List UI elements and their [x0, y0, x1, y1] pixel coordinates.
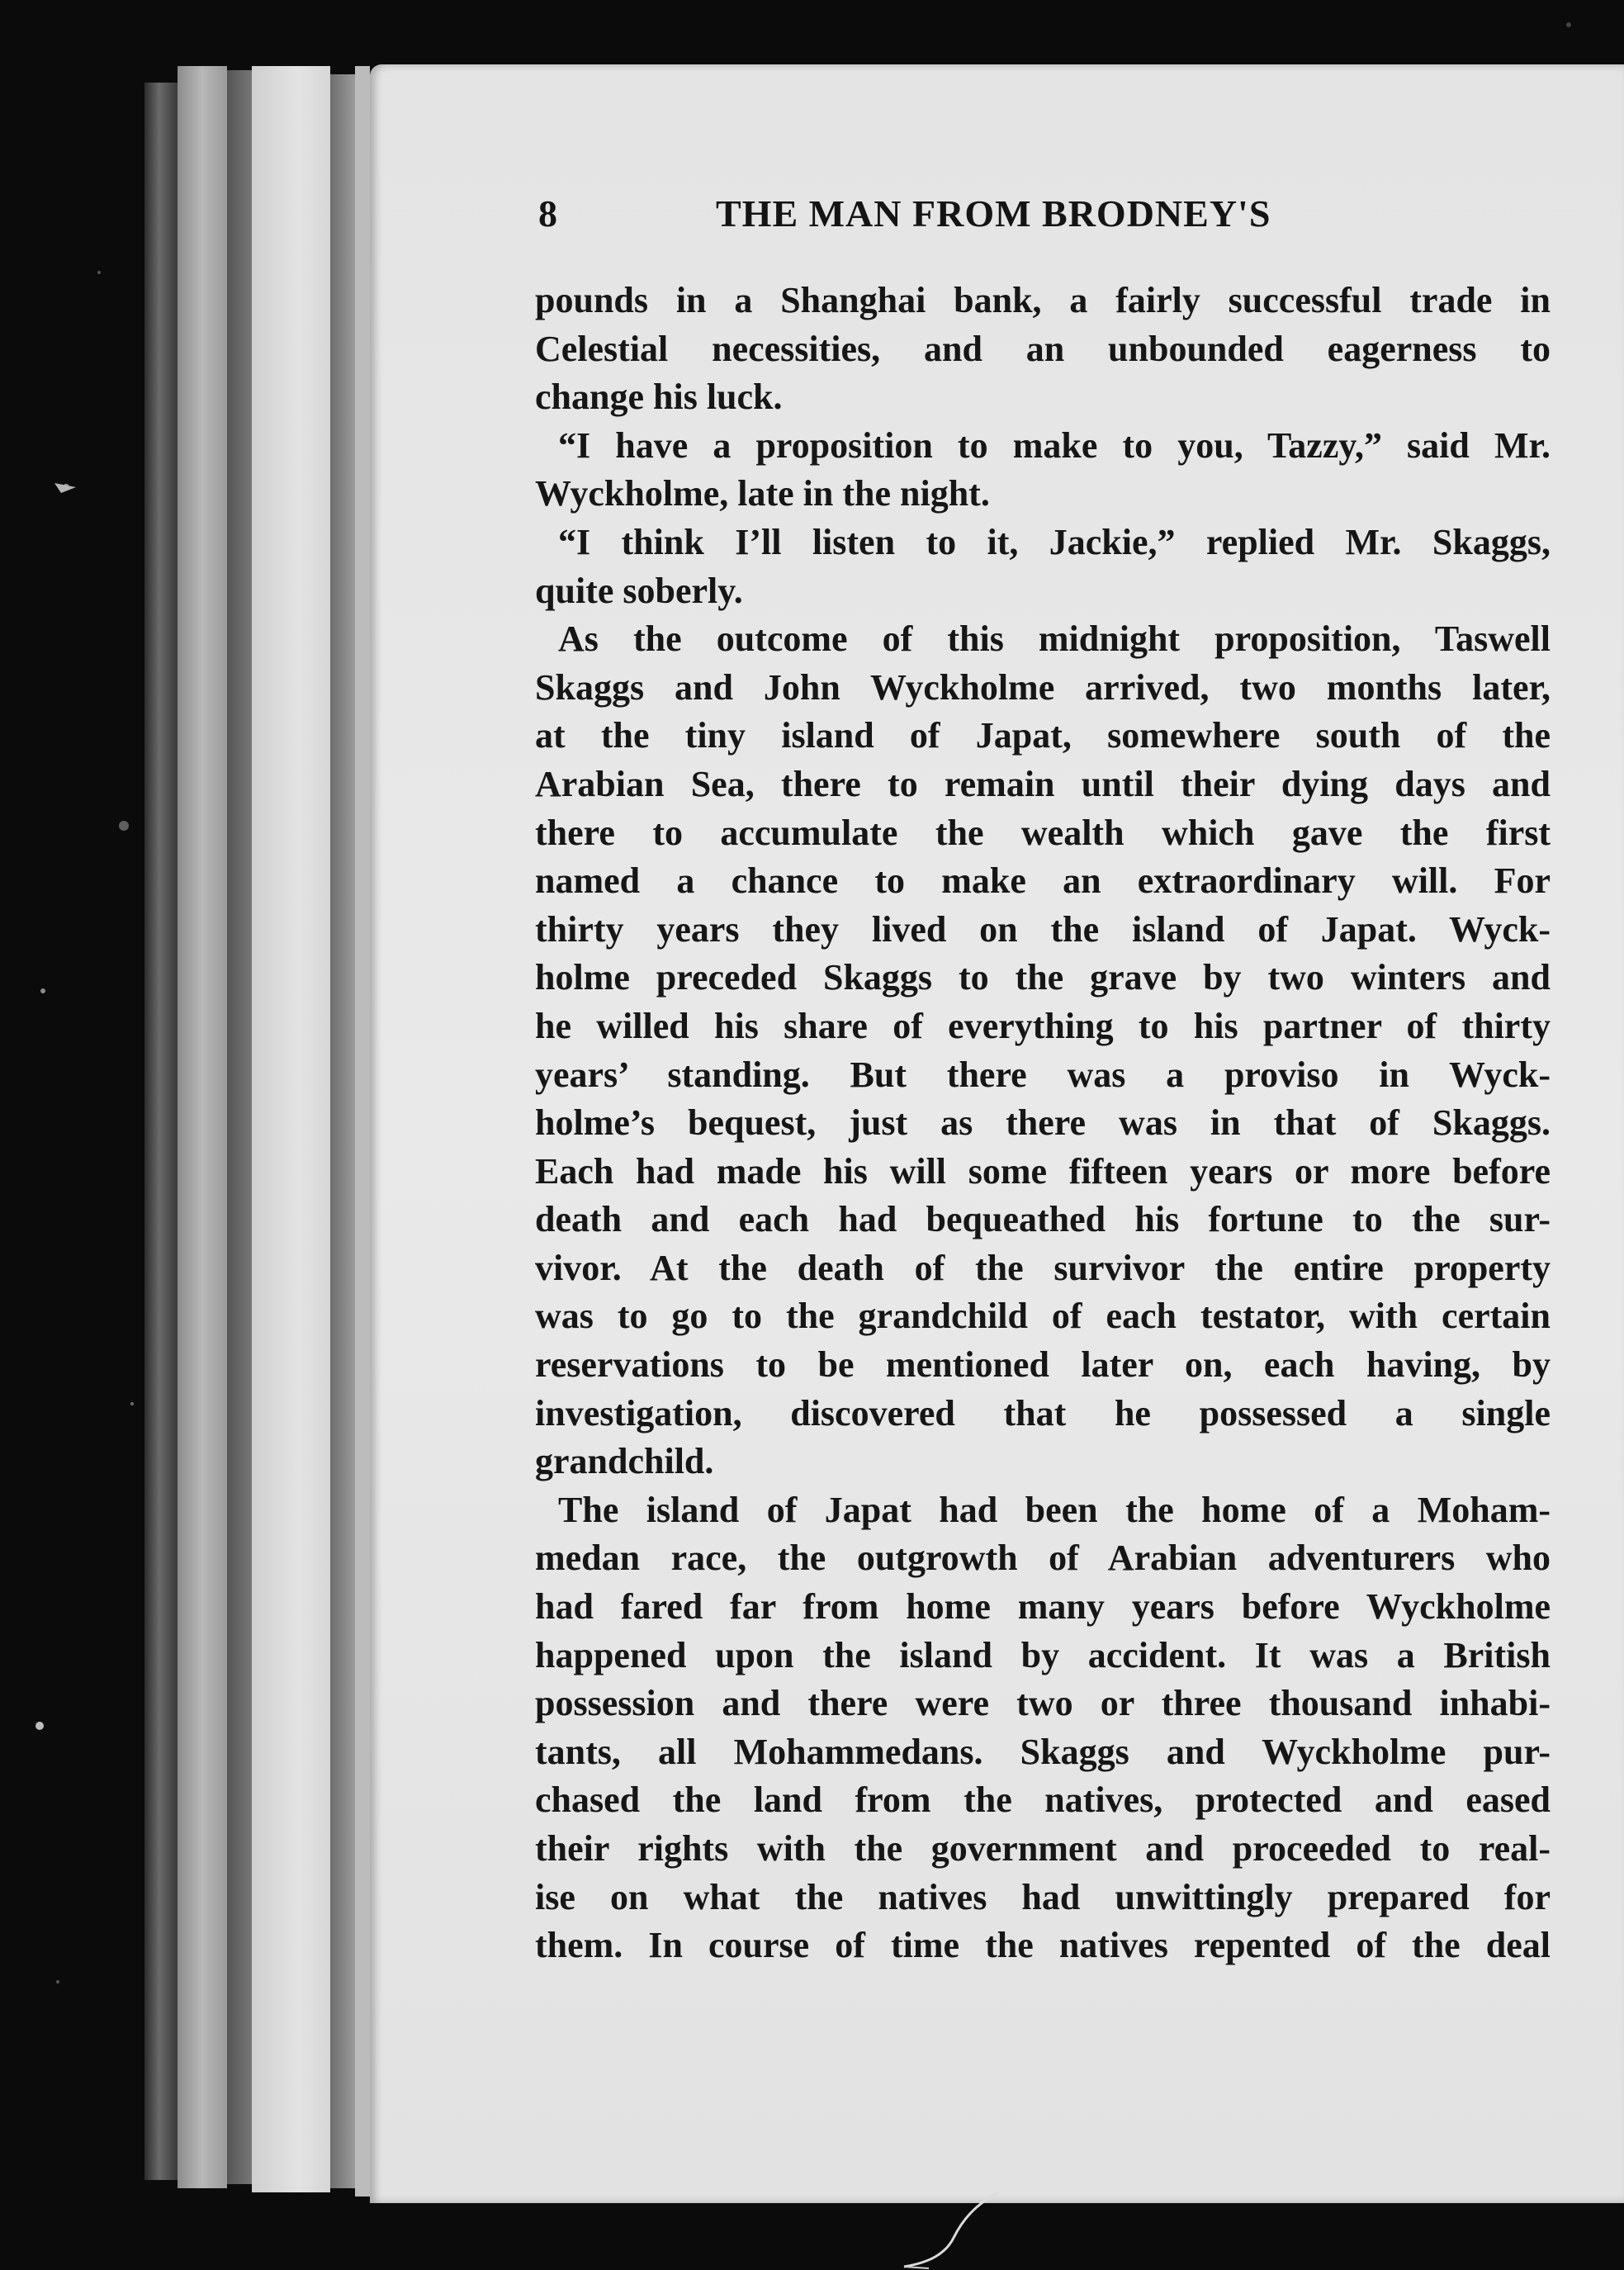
- text-line: holme preceded Skaggs to the grave by two winters and: [535, 957, 1551, 998]
- text-line: had fared far from home many years before Wyckholme: [535, 1586, 1551, 1628]
- text-line: pounds in a Shanghai bank, a fairly successful trade in: [535, 280, 1551, 320]
- text-line: Skaggs and John Wyckholme arrived, two months later,: [535, 666, 1551, 708]
- text-line: The island of Japat had been the home of a Moham-: [558, 1489, 1551, 1530]
- text-line: years’ standing. But there was a proviso in Wyck-: [535, 1054, 1551, 1095]
- text-line: death and each had bequeathed his fortune to the sur-: [535, 1199, 1551, 1240]
- text-line: “I have a proposition to make to you, Tazzy,” said Mr.: [558, 424, 1551, 466]
- running-head: [538, 192, 1372, 241]
- text-line: Wyckholme, late in the night.: [535, 473, 990, 514]
- text-line: Each had made his will some fifteen years or more before: [535, 1150, 1551, 1192]
- text-line: at the tiny island of Japat, somewhere south of the: [535, 715, 1551, 756]
- page-edge-strip: [178, 66, 227, 2188]
- page-edge-shadow: [227, 70, 252, 2184]
- text-line: there to accumulate the wealth which gave the first: [535, 812, 1551, 853]
- text-line: As the outcome of this midnight proposition, Taswell: [558, 618, 1551, 660]
- ink-stroke-mark: [896, 2188, 1011, 2270]
- text-line: ise on what the natives had unwittingly prepared for: [535, 1876, 1551, 1917]
- page-edge-strip: [252, 66, 330, 2192]
- text-line: possession and there were two or three thousand inhabi-: [535, 1683, 1551, 1724]
- text-line: them. In course of time the natives repented of the deal: [535, 1925, 1551, 1966]
- text-line: reservations to be mentioned later on, each having, by: [535, 1344, 1551, 1386]
- running-title: THE MAN FROM BRODNEY'S: [716, 192, 1271, 235]
- text-line: chased the land from the natives, protected and eased: [535, 1780, 1551, 1821]
- text-line: vivor. At the death of the survivor the entire property: [535, 1247, 1551, 1288]
- text-line: investigation, discovered that he possessed a single: [535, 1392, 1551, 1434]
- text-line: was to go to the grandchild of each testator, with certain: [535, 1296, 1551, 1337]
- text-line: grandchild.: [535, 1441, 714, 1482]
- text-line: Arabian Sea, there to remain until their dying days and: [535, 763, 1551, 804]
- text-line: “I think I’ll listen to it, Jackie,” replied Mr. Skaggs,: [558, 521, 1551, 562]
- page-edge-shadow: [330, 74, 355, 2188]
- page-edge-strip: [355, 66, 370, 2197]
- text-line: change his luck.: [535, 377, 783, 418]
- text-line: happened upon the island by accident. It was a British: [535, 1634, 1551, 1675]
- text-line: medan race, the outgrowth of Arabian adventurers who: [535, 1538, 1551, 1579]
- text-line: named a chance to make an extraordinary will. For: [535, 860, 1551, 902]
- text-line: tants, all Mohammedans. Skaggs and Wyckholme pur-: [535, 1731, 1551, 1772]
- text-line: Celestial necessities, and an unbounded eagerness to: [535, 328, 1551, 369]
- text-line: he willed his share of everything to his partner of thirty: [535, 1005, 1551, 1046]
- page-number: 8: [538, 192, 558, 235]
- text-line: their rights with the government and proceeded to real-: [535, 1828, 1551, 1869]
- text-line: thirty years they lived on the island of Japat. Wyck-: [535, 908, 1551, 950]
- body-text: [535, 277, 1551, 1970]
- text-line: quite soberly.: [535, 570, 743, 611]
- binding-edge: [144, 83, 178, 2180]
- text-line: holme’s bequest, just as there was in that of Skaggs.: [535, 1102, 1551, 1144]
